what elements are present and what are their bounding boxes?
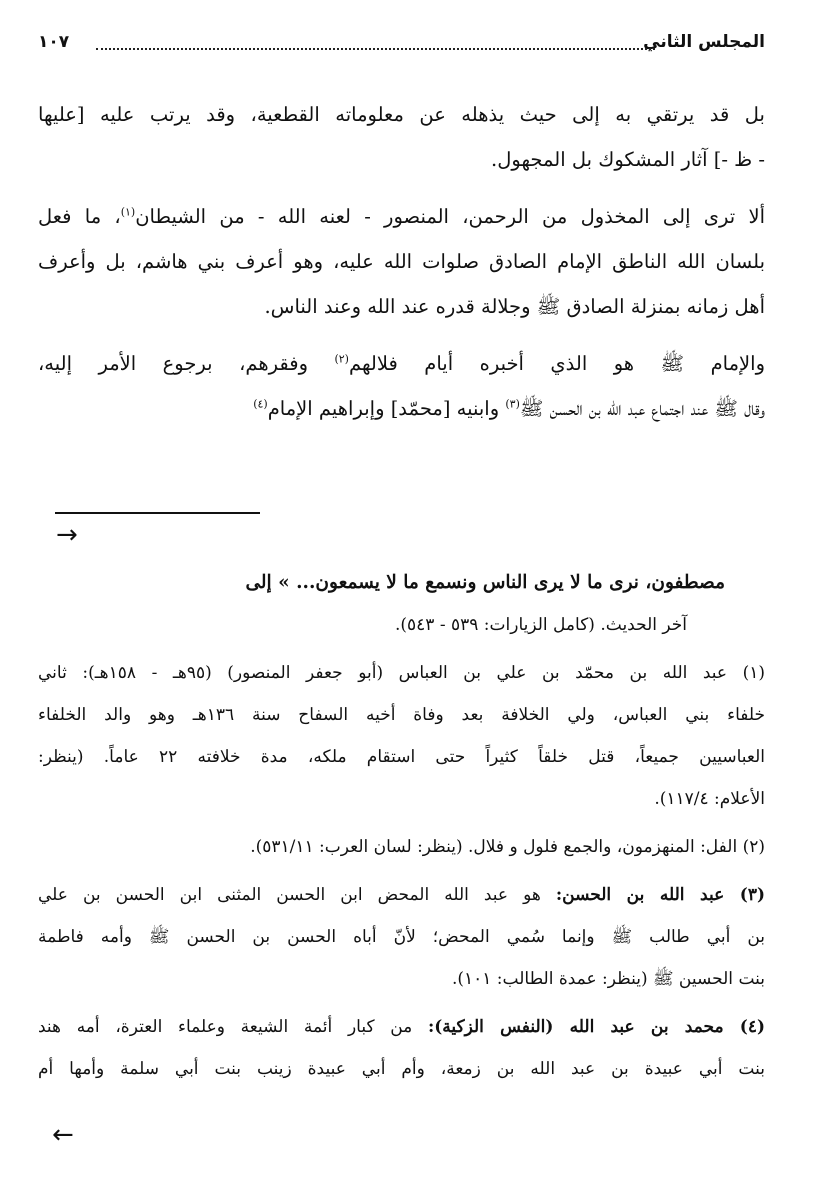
footnote-ref-4: (٤) — [253, 397, 268, 411]
footnote-ref-2: (٢) — [334, 352, 349, 366]
footnotes — [38, 562, 765, 1096]
chapter-title: المجلس الثاني — [643, 32, 765, 52]
footnote-4-line-1 — [38, 1006, 765, 1048]
footnote-3 — [38, 874, 765, 1000]
page-number: ١٠٧ — [38, 32, 70, 52]
footnote-4 — [38, 1006, 765, 1090]
paragraph-2 — [38, 194, 765, 329]
footnote-3-lead: (٣) عبد الله بن الحسن: — [555, 885, 765, 905]
footnote-4-line-2: بنت أبي عبيدة بن عبد الله بن زمعة، وأم أبي عبيدة زينب بنت أبي سلمة وأمها أم — [38, 1059, 765, 1079]
text-run: وقال ﷺ عند اجتماع عبد الله بن الحسن ﷺ — [519, 397, 765, 420]
right-arrow-icon: → — [56, 520, 78, 550]
paragraph-1-line-2: - ظ -] آثار المشكوك بل المجهول. — [491, 148, 765, 171]
paragraph-1-line-1: بل قد يرتقي به إلى حيث يذهله عن معلوماته القطعية، وقد يرتب عليه [عليها — [38, 103, 765, 126]
paragraph-2-line-2: بلسان الله الناطق الإمام الصادق صلوات الله عليه، وهو أعرف بني هاشم، بل وأعرف — [38, 250, 765, 273]
paragraph-1 — [38, 92, 765, 182]
footnote-continuation-bold: مصطفون، نرى ما لا يرى الناس ونسمع ما لا يسمعون... » إلى — [245, 572, 725, 593]
paragraph-3-line-2 — [38, 386, 765, 431]
text-run: والإمام ﷺ هو الذي أخبره أيام فلالهم — [348, 352, 765, 375]
footnote-3-line-2: بن أبي طالب ﷺ وإنما سُمي المحض؛ لأنّ أباه الحسن بن الحسن ﷺ وأمه فاطمة — [38, 927, 765, 947]
footnote-separator — [55, 512, 260, 514]
text-run: ، ما فعل — [38, 205, 121, 228]
paragraph-3 — [38, 341, 765, 431]
footnote-1-line-4: الأعلام: ١١٧/٤). — [654, 789, 765, 809]
text-run: من كبار أئمة الشيعة وعلماء العترة، أمه هند — [38, 1017, 428, 1037]
footnote-continuation-plain: آخر الحديث. (كامل الزيارات: ٥٣٩ - ٥٤٣). — [394, 615, 687, 635]
paragraph-3-line-1 — [38, 341, 765, 386]
main-text — [38, 92, 765, 443]
paragraph-2-line-3: أهل زمانه بمنزلة الصادق ﷺ وجلالة قدره عند الله وعند الناس. — [264, 295, 765, 318]
footnote-1-line-3: العباسيين جميعاً، قتل خلقاً كثيراً حتى استقام ملكه، مدة خلافته ٢٢ عاماً. (ينظر: — [38, 747, 765, 767]
text-run: وابنيه [محمّد] وإبراهيم الإمام — [267, 397, 506, 420]
footnote-2 — [38, 826, 765, 868]
text-run: هو عبد الله المحض ابن الحسن المثنى ابن الحسن بن علي — [38, 885, 556, 905]
text-run: ألا ترى إلى المخذول من الرحمن، المنصور - لعنه الله - من الشيطان — [135, 205, 765, 228]
footnote-3-line-3: بنت الحسين ﷺ (ينظر: عمدة الطالب: ١٠١). — [451, 969, 765, 989]
footnote-1-line-2: خلفاء بني العباس، ولي الخلافة بعد وفاة أخيه السفاح سنة ١٣٦هـ وهو والد الخلفاء — [38, 705, 765, 725]
footnote-2-line-1: (٢) الفل: المنهزمون، والجمع فلول و فلال. (ينظر: لسان العرب: ٥٣١/١١). — [250, 837, 765, 857]
footnote-1-line-1: (١) عبد الله بن محمّد بن علي بن العباس (أبو جعفر المنصور) (٩٥هـ - ١٥٨هـ): ثاني — [38, 663, 766, 683]
header-dot-leader — [96, 42, 655, 50]
paragraph-2-line-1 — [38, 194, 765, 239]
footnote-4-lead: (٤) محمد بن عبد الله (النفس الزكية): — [427, 1017, 765, 1037]
left-arrow-icon: ← — [52, 1120, 74, 1150]
running-header — [38, 32, 765, 62]
footnote-ref-1: (١) — [120, 205, 136, 219]
text-run: وفقرهم، برجوع الأمر إليه، — [38, 352, 335, 375]
footnote-3-line-1 — [38, 874, 765, 916]
footnote-1 — [38, 652, 765, 820]
footnote-ref-3: (٣) — [505, 397, 520, 411]
